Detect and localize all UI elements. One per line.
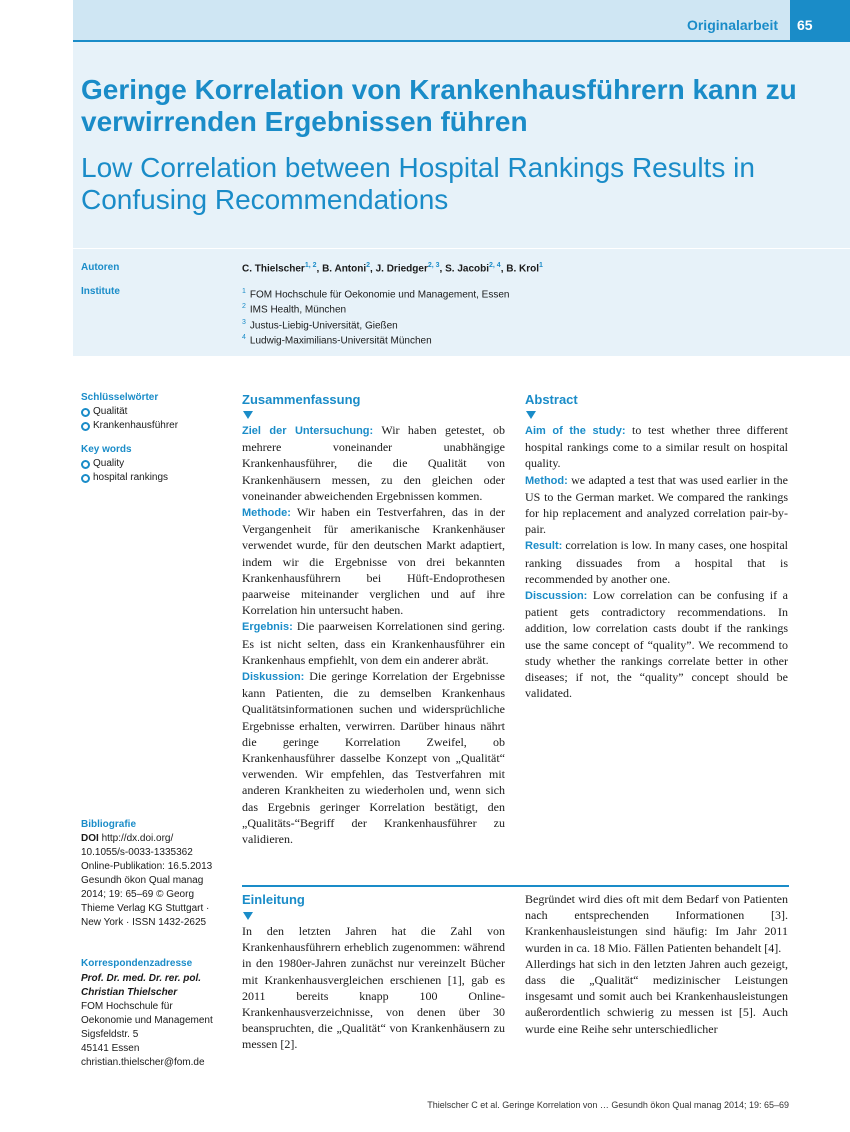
author-affiliation: 1 bbox=[539, 262, 543, 269]
author-affiliation: 2, 4 bbox=[489, 262, 501, 269]
page-number: 65 bbox=[797, 17, 813, 33]
abstract-text bbox=[525, 422, 788, 701]
bibliography-line: 2014; 19: 65–69 © Georg bbox=[81, 889, 195, 900]
abstract-paragraph: Ergebnis: Die paarweisen Korrelationen sind gering. Es ist nicht selten, dass ein Krankenhausführer ein Krankenhaus empfiehlt, von dem ein anderer abrät. bbox=[242, 619, 505, 667]
keywords-en-list bbox=[81, 457, 168, 485]
correspondence-label: Korrespondenzadresse bbox=[81, 958, 193, 969]
bibliography-line: Thieme Verlag KG Stuttgart · bbox=[81, 903, 210, 914]
doi-line: DOI http://dx.doi.org/ bbox=[81, 833, 174, 844]
title-block bbox=[73, 42, 850, 248]
abstract-paragraph: Method: we adapted a test that was used earlier in the US to the German market. We compared the rankings for hip replacement and analyzed correlation pair-by-pair. bbox=[525, 472, 788, 537]
abstract-heading: Abstract bbox=[525, 392, 578, 407]
keywords-en-label: Key words bbox=[81, 444, 132, 455]
circle-bullet-icon bbox=[81, 460, 90, 469]
abstract-paragraph: Result: correlation is low. In many cases, one hospital ranking dissuades from a hospital that is recommended by another one. bbox=[525, 538, 788, 586]
triangle-down-icon bbox=[243, 411, 253, 419]
einleitung-heading: Einleitung bbox=[242, 892, 305, 907]
title-english: Low Correlation between Hospital Rankings Results in Confusing Recommendations bbox=[81, 152, 755, 215]
institute-row: $^2$ IMS Health, München bbox=[242, 303, 347, 316]
bibliography-line: Gesundh ökon Qual manag bbox=[81, 875, 204, 886]
keywords-de-list bbox=[81, 405, 178, 433]
keyword-item: Qualität bbox=[81, 405, 178, 419]
einleitung-text-right: Begründet wird dies oft mit dem Bedarf von Patienten nach entsprechenden Informationen [3]. Krankenhausleistungen sind häufig: Im Jahr 2011 wurden in ca. 18 Mio. Fällen Patienten behandelt [4]. Allerdings hat sich in den letzten Jahren auch gezeigt, dass die „Qualität“ medizinischer Leistungen insgesamt und somit auch bei Krankenhausleistungen außerordentlich schwierig zu messen ist [5]. Auch wurde eine Reihe sehr unterschiedlicher bbox=[525, 892, 788, 1036]
authors-label: Autoren bbox=[81, 262, 120, 273]
correspondence-line: 45141 Essen bbox=[81, 1043, 140, 1054]
section-label: Originalarbeit bbox=[686, 17, 778, 33]
author-name: C. Thielscher bbox=[242, 263, 305, 275]
author-affiliation: 1, 2 bbox=[304, 262, 317, 269]
correspondence-line[interactable]: christian.thielscher@fom.de bbox=[81, 1057, 205, 1068]
correspondence-body bbox=[81, 972, 231, 1070]
bibliography-body bbox=[81, 832, 231, 930]
page-footer: Thielscher C et al. Geringe Korrelation von … Gesundh ökon Qual manag 2014; 19: 65–69 bbox=[427, 1100, 789, 1110]
zusammenfassung-heading: Zusammenfassung bbox=[242, 392, 361, 407]
abstract-paragraph: Diskussion: Die geringe Korrelation der Ergebnisse kann Patienten, die zu demselben Krankenhaus Qualitätsinformationen suchen und widersprüchliche Ergebnisse erhalten, verwirren. Darüber hinaus nährt die geringe Korrelation Zweifel, ob Krankenhausführer dasselbe Konzept von „Qualität“ verwenden. Wir empfehlen, das Testverfahren mit anderen Krankheiten zu wiederholen und, wenn sich das Ergebnis geringer Korrelation bestätigt, den „Qualitäts-“Begriff der Krankenhausführer zu validieren. bbox=[242, 669, 505, 847]
circle-bullet-icon bbox=[81, 408, 90, 417]
triangle-down-icon bbox=[243, 912, 253, 920]
keyword-item: Krankenhausführer bbox=[81, 419, 178, 433]
abstract-paragraph: Discussion: Low correlation can be confusing if a patient gets contradictory recommendations. In addition, low correlation casts doubt if the rankings use the same concept of “quality”. We recommend to study whether the rankings correlate better in other diseases; if not, the “quality” concept should be validated. bbox=[525, 588, 788, 701]
abstract-paragraph: Ziel der Untersuchung: Wir haben getestet, ob mehrere voneinander unabhängige Krankenhausführer, die die Qualität von Krankenhäusern messen, zu den gleichen oder voneinander abweichenden Ergebnissen kommen. bbox=[242, 423, 506, 503]
institutes-list bbox=[242, 286, 509, 347]
author-name: J. Driedger bbox=[375, 263, 428, 275]
author-affiliation: 2, 3 bbox=[427, 262, 440, 269]
author-affiliation: 2 bbox=[366, 262, 371, 269]
correspondence-line: FOM Hochschule für bbox=[81, 1001, 173, 1012]
einleitung-text-left: In den letzten Jahren hat die Zahl von Krankenhausführern erheblich zugenommen: während in den 1980er-Jahren zunächst nur vereinzelt Bücher mit Krankenhausvergleichen erschienen [1], gab es 2011 bereits knapp 100 Online-Krankenhausverzeichnisse, von denen über 30 beanspruchten, die „Qualität“ von Krankenhäusern zu messen [2]. bbox=[242, 924, 505, 1052]
keywords-de-label: Schlüsselwörter bbox=[81, 392, 159, 403]
correspondence-name-2: Christian Thielscher bbox=[81, 987, 178, 998]
bibliography-line: Online-Publikation: 16.5.2013 bbox=[81, 861, 213, 872]
author-name: B. Krol bbox=[506, 263, 540, 275]
triangle-down-icon bbox=[526, 411, 536, 419]
author-name: S. Jacobi bbox=[445, 263, 489, 275]
correspondence-line: Sigsfeldstr. 5 bbox=[81, 1029, 139, 1040]
bibliography-line: 10.1055/s-0033-1335362 bbox=[81, 847, 193, 858]
abstract-paragraph: Aim of the study: to test whether three different hospital rankings come to a similar result on hospital quality. bbox=[525, 423, 788, 471]
institutes-label: Institute bbox=[81, 286, 120, 297]
bibliography-label: Bibliografie bbox=[81, 819, 137, 830]
title-german: Geringe Korrelation von Krankenhausführern kann zu verwirrenden Ergebnissen führen bbox=[81, 74, 797, 137]
correspondence-name-1: Prof. Dr. med. Dr. rer. pol. bbox=[81, 973, 202, 984]
circle-bullet-icon bbox=[81, 422, 90, 431]
abstract-paragraph: Methode: Wir haben ein Testverfahren, das in der Vergangenheit für amerikanische Krankenhäuser verwendet wurde, für den deutschen Markt adaptiert, indem wir die Ergebnisse von drei bekannten Krankenhausführern bei Hüft-Endoprothesen paarweise miteinander verglichen und auf ihre Korrelation hin untersucht haben. bbox=[242, 505, 505, 618]
einleitung-rule bbox=[242, 885, 789, 887]
institute-row: $^3$ Justus-Liebig-Universität, Gießen bbox=[242, 318, 398, 331]
correspondence-line: Oekonomie und Management bbox=[81, 1015, 213, 1026]
keyword-item: hospital rankings bbox=[81, 471, 168, 485]
zusammenfassung-text bbox=[242, 422, 505, 847]
institute-row: $^4$ Ludwig-Maximilians-Universität München bbox=[242, 333, 432, 347]
bibliography-line: New York · ISSN 1432-2625 bbox=[81, 917, 207, 928]
keyword-item: Quality bbox=[81, 457, 168, 471]
author-name: B. Antoni bbox=[322, 263, 367, 275]
institute-row: $^1$ FOM Hochschule für Oekonomie und Management, Essen bbox=[242, 288, 510, 301]
authors-list: C. Thielscher$^{1, 2}$, B. Antoni$^2$, J. Driedger$^{2, 3}$, S. Jacobi$^{2, 4}$, B. Krol$^1$ bbox=[242, 262, 543, 275]
circle-bullet-icon bbox=[81, 474, 90, 483]
